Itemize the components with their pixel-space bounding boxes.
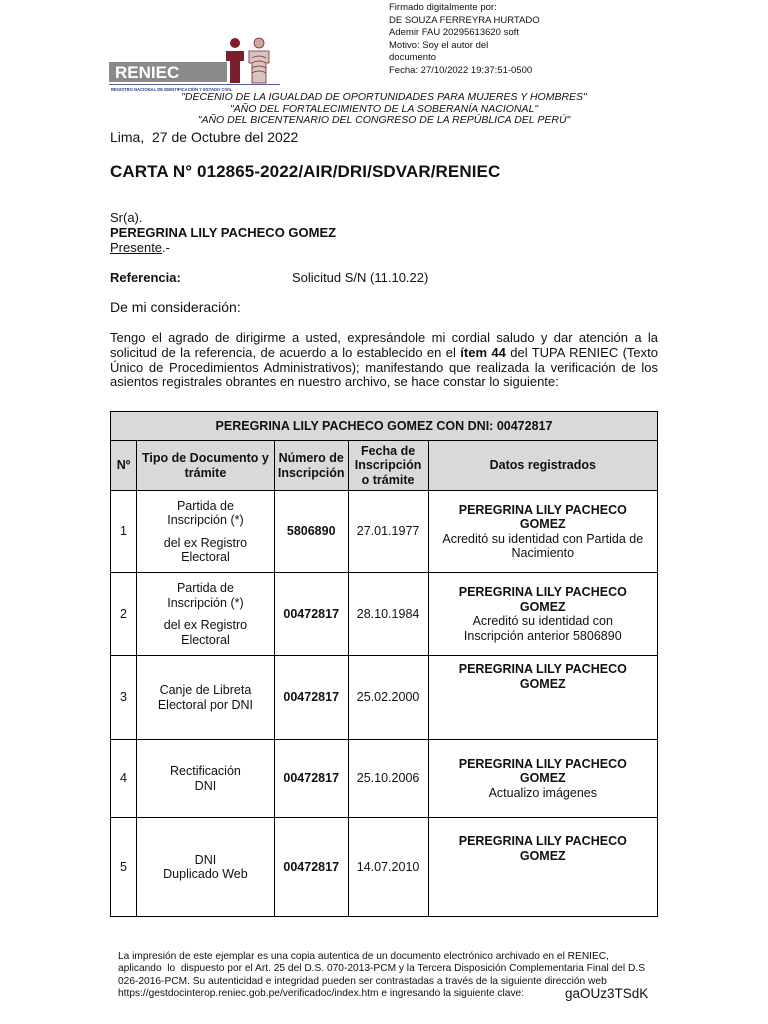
tipo-line: Canje de Libreta Electoral por DNI [157, 683, 254, 712]
row-datos [428, 491, 657, 573]
row-num: 3 [111, 656, 137, 740]
table-row [111, 491, 658, 573]
row-datos [428, 818, 657, 917]
recipient-name: PEREGRINA LILY PACHECO GOMEZ [110, 225, 337, 240]
digital-signature-block [389, 2, 649, 78]
header-num: Nº [111, 441, 137, 491]
row-num: 4 [111, 740, 137, 818]
table-title: PEREGRINA LILY PACHECO GOMEZ CON DNI: 00472817 [111, 412, 658, 441]
tipo-line: DNI [194, 852, 217, 867]
table-row [111, 740, 658, 818]
footer-line: aplicando lo dispuesto por el Art. 25 del D.S. 070-2013-PCM y la Tercera Disposición Complementaria Final del D.S [118, 963, 645, 975]
body-paragraph [110, 331, 658, 390]
signature-line: Motivo: Soy el autor del [389, 39, 489, 51]
body-text: del TUPA RENIEC (Texto Único de Procedimientos Administrativos); manifestando que realizada la verificación de los asientos registrales obrantes en nuestro archivo, se hace constar lo siguiente: [110, 344, 658, 390]
row-datos [428, 740, 657, 818]
datos-note: Acreditó su identidad con Inscripción anterior 5806890 [463, 614, 622, 643]
row-tipo [137, 491, 275, 573]
header-datos: Datos registrados [428, 441, 657, 491]
svg-text:REGISTRO NACIONAL DE IDENTIFIC: REGISTRO NACIONAL DE IDENTIFICACIÓN Y ESTADO CIVIL [111, 87, 233, 92]
row-tipo [137, 740, 275, 818]
signature-line: Fecha: 27/10/2022 19:37:51-0500 [389, 64, 533, 76]
row-tipo [137, 818, 275, 917]
header-fecha: Fecha de Inscripción o trámite [348, 441, 428, 491]
datos-note: Acreditó su identidad con Partida de Nacimiento [442, 531, 644, 560]
datos-name: PEREGRINA LILY PACHECO GOMEZ [458, 585, 627, 614]
official-year-headings [110, 92, 658, 127]
datos-note: Actualizo imágenes [488, 785, 597, 800]
footer-line: La impresión de este ejemplar es una copia autentica de un documento electrónico archivado en el RENIEC, [118, 951, 609, 962]
svg-text:RENIEC: RENIEC [115, 63, 180, 82]
row-fecha: 27.01.1977 [348, 491, 428, 573]
year-heading: "AÑO DEL BICENTENARIO DEL CONGRESO DE LA REPÚBLICA DEL PERÚ" [197, 114, 571, 126]
tipo-line: del ex Registro Electoral [163, 618, 248, 647]
datos-name: PEREGRINA LILY PACHECO GOMEZ [458, 502, 627, 531]
row-fecha: 28.10.1984 [348, 573, 428, 656]
decade-heading: "DECENIO DE LA IGUALDAD DE OPORTUNIDADES PARA MUJERES Y HOMBRES" [181, 91, 587, 103]
row-fecha: 25.10.2006 [348, 740, 428, 818]
letter-title: CARTA N° 012865-2022/AIR/DRI/SDVAR/RENIEC [110, 162, 501, 181]
row-numero: 00472817 [274, 740, 348, 818]
signature-line: documento [389, 52, 437, 64]
row-numero: 00472817 [274, 656, 348, 740]
row-numero: 00472817 [274, 573, 348, 656]
datos-name: PEREGRINA LILY PACHECO GOMEZ [458, 834, 627, 863]
body-bold-item: ítem 44 [460, 344, 506, 360]
footer-line: 026-2016-PCM. Su autenticidad e integridad pueden ser contrastadas a través de la siguiente dirección web [118, 975, 607, 987]
header-numero: Número de Inscripción [274, 441, 348, 491]
row-num: 2 [111, 573, 137, 656]
row-fecha: 14.07.2010 [348, 818, 428, 917]
row-num: 1 [111, 491, 137, 573]
row-fecha: 25.02.2000 [348, 656, 428, 740]
tipo-line: Partida de Inscripción (*) [167, 581, 244, 610]
signature-line: DE SOUZA FERREYRA HURTADO [389, 14, 540, 26]
tipo-line: Partida de Inscripción (*) [167, 498, 244, 527]
reference-value: Solicitud S/N (11.10.22) [292, 270, 429, 285]
header-tipo: Tipo de Documento y trámite [137, 441, 275, 491]
row-tipo [137, 656, 275, 740]
row-numero: 00472817 [274, 818, 348, 917]
tipo-line: Rectificación DNI [170, 764, 241, 793]
table-row [111, 573, 658, 656]
recipient-salutation: Sr(a). [110, 210, 143, 225]
signature-line: Ademir FAU 20295613620 soft [389, 27, 519, 39]
greeting: De mi consideración: [110, 299, 241, 315]
table-row [111, 818, 658, 917]
datos-name: PEREGRINA LILY PACHECO GOMEZ [458, 756, 627, 786]
reference-label: Referencia: [110, 270, 181, 285]
presente-suffix: .- [162, 240, 170, 255]
registry-table [110, 411, 658, 917]
footer-line: https://gestdocinterop.reniec.gob.pe/verificadoc/index.htm e ingresando la siguiente clave: [118, 987, 525, 999]
datos-name: PEREGRINA LILY PACHECO GOMEZ [458, 662, 627, 691]
tipo-line: del ex Registro Electoral [163, 535, 248, 564]
signature-line: Firmado digitalmente por: [389, 2, 497, 13]
table-row [111, 656, 658, 740]
row-tipo [137, 573, 275, 656]
letter-date: Lima, 27 de Octubre del 2022 [110, 129, 299, 145]
row-datos [428, 656, 657, 740]
row-num: 5 [111, 818, 137, 917]
tipo-line: Duplicado Web [163, 867, 248, 881]
row-datos [428, 573, 657, 656]
reniec-logo [109, 36, 280, 96]
presente-word: Presente [110, 240, 163, 255]
body-text: Tengo el agrado de dirigirme a usted, expresándole mi cordial saludo y dar atención a la solicitud de la referencia, de acuerdo a lo establecido en el [110, 330, 658, 360]
recipient-presente [110, 240, 170, 255]
row-numero: 5806890 [274, 491, 348, 573]
verification-key: gaOUz3TSdK [565, 986, 649, 1001]
year-heading: "AÑO DEL FORTALECIMIENTO DE LA SOBERANÍA NACIONAL" [229, 102, 539, 115]
